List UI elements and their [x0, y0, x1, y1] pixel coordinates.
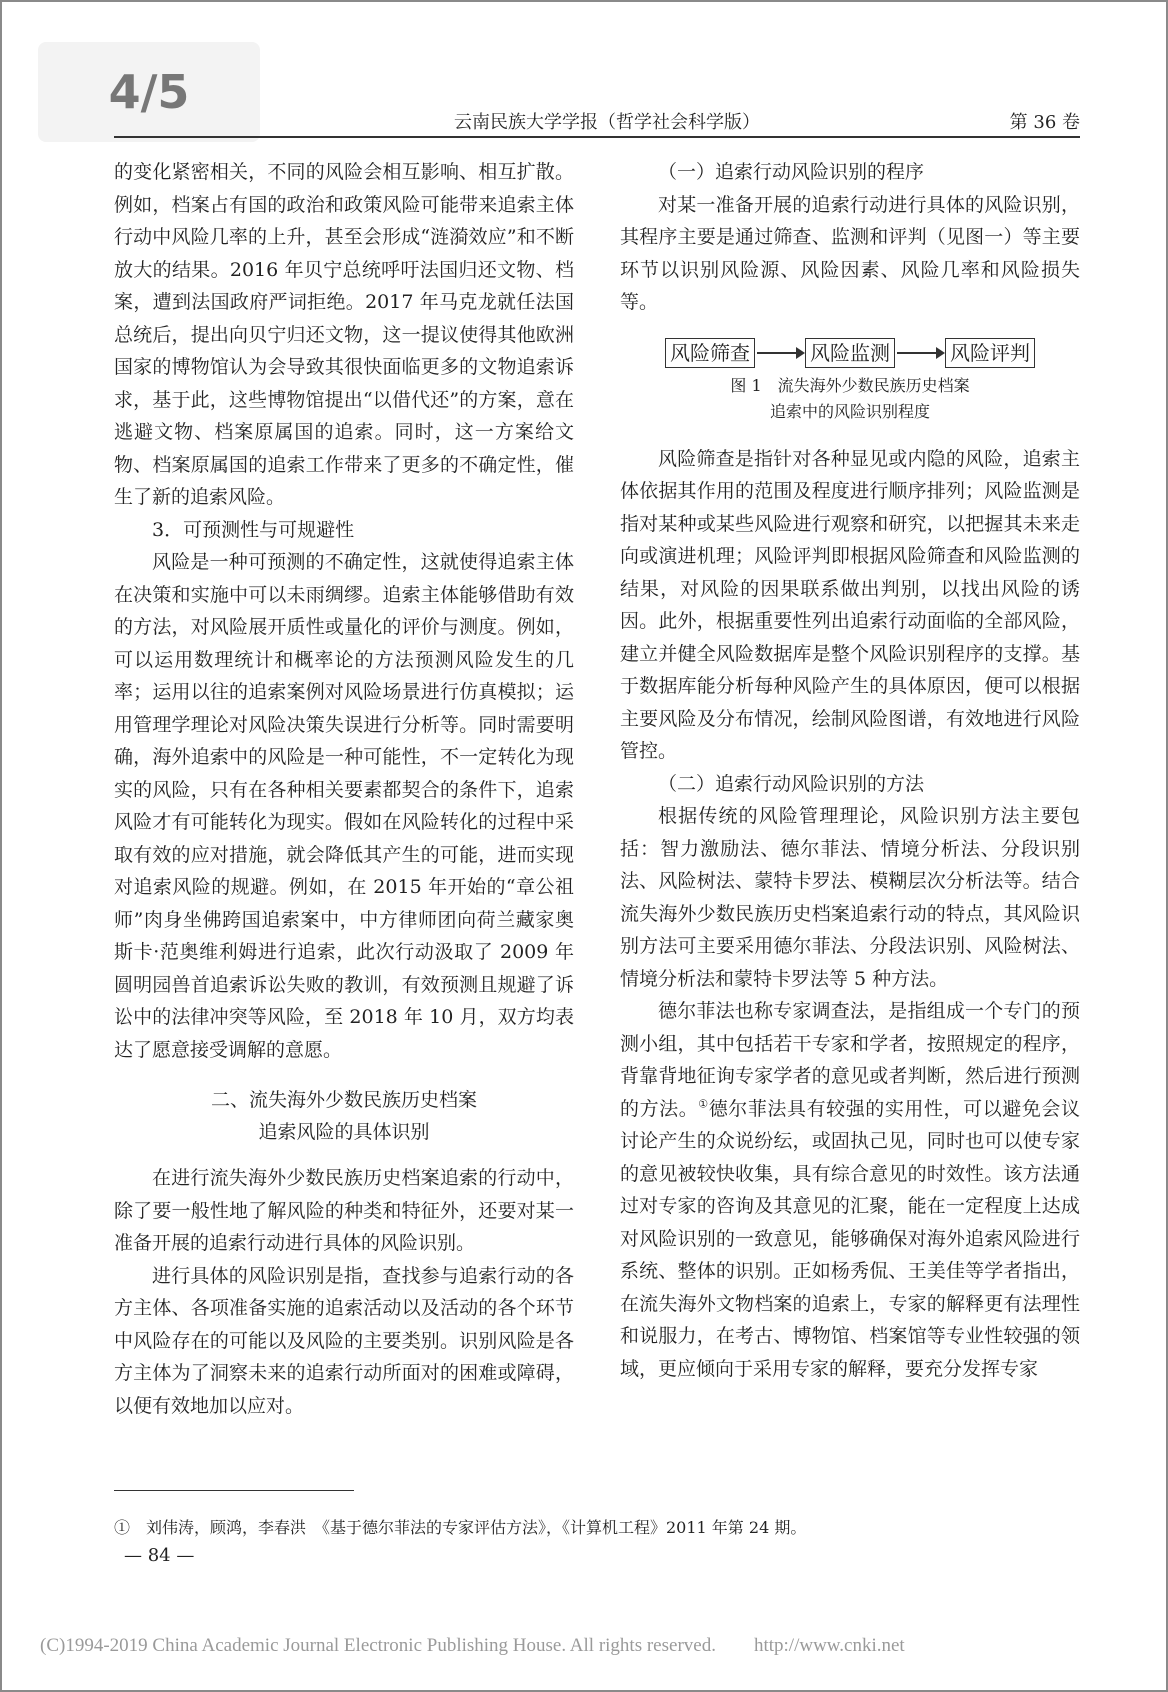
subheading: 3．可预测性与可规避性: [152, 518, 355, 541]
paragraph: 的变化紧密相关，不同的风险会相互影响、相互扩散。例如，档案占有国的政治和政策风险可能带来追索主体行动中风险几率的上升，甚至会形成“涟漪效应”和不断放大的结果。2016 年贝宁总统呼吁法国归还文物、档案，遭到法国政府严词拒绝。2017 年马克龙就任法国总统后，提出向贝宁归还文物，这一提议使得其他欧洲国家的博物馆认为会导致其很快面临更多的文物追索诉求，基于此，这些博物馆提出“以借代还”的方案，意在逃避文物、档案原属国的追索。同时，这一方案给文物、档案原属国的追索工作带来了更多的不确定性，催生了新的追索风险。: [114, 161, 574, 508]
subheading: （一）追索行动风险识别的程序: [658, 161, 925, 183]
footnote: ① 刘伟涛，顾鸿，李春洪 《基于德尔菲法的专家评估方法》，《计算机工程》2011 年第 24 期。: [114, 1518, 807, 1537]
arrow-right-icon: [897, 352, 943, 354]
running-header: [114, 100, 1080, 138]
paragraph: [620, 995, 1080, 1385]
paragraph: 风险是一种可预测的不确定性，这就使得追索主体在决策和实施中可以未雨绸缪。追索主体能够借助有效的方法，对风险展开质性或量化的评价与测度。例如，可以运用数理统计和概率论的方法预测风险发生的几率；运用以往的追索案例对风险场景进行仿真模拟；运用管理学理论对风险决策失误进行分析等。同时需要明确，海外追索中的风险是一种可能性，不一定转化为现实的风险，只有在各种相关要素都契合的条件下，追索风险才有可能转化为现实。假如在风险转化的过程中采取有效的应对措施，就会降低其产生的可能，进而实现对追索风险的规避。例如，在 2015 年开始的“章公祖师”肉身坐佛跨国追索案中，中方律师团向荷兰藏家奥斯卡·范奥维利姆进行追索，此次行动汲取了 2009 年圆明园兽首追索诉讼失败的教训，有效预测且规避了诉讼中的法律冲突等风险，至 2018 年 10 月，双方均表达了愿意接受调解的意愿。: [114, 551, 574, 1061]
subheading: （二）追索行动风险识别的方法: [658, 772, 925, 795]
right-column: [620, 156, 1080, 1385]
page-counter-badge: 4/5: [38, 42, 260, 142]
flow-step-monitoring: 风险监测: [805, 338, 895, 368]
paragraph: 进行具体的风险识别是指，查找参与追索行动的各方主体、各项准备实施的追索活动以及活动的各个环节中风险存在的可能以及风险的主要类别。识别风险是各方主体为了洞察未来的追索行动所面对的困难或障碍，以便有效地加以应对。: [114, 1264, 574, 1417]
flow-step-evaluation: 风险评判: [945, 338, 1035, 368]
flow-step-screening: 风险筛查: [665, 338, 755, 368]
paragraph: 对某一准备开展的追索行动进行具体的风险识别，其程序主要是通过筛查、监测和评判（见图一）等主要环节以识别风险源、风险因素、风险几率和风险损失等。: [620, 193, 1080, 313]
figure-caption: [620, 373, 1080, 425]
paragraph-text: 德尔菲法具有较强的实用性，可以避免会议讨论产生的众说纷纭，或固执己见，同时也可以使专家的意见被较快收集，具有综合意见的时效性。该方法通过对专家的咨询及其意见的汇聚，能在一定程度上达成对风险识别的一致意见，能够确保对海外追索风险进行系统、整体的识别。正如杨秀侃、王美佳等学者指出，在流失海外文物档案的追索上，专家的解释更有法理性和说服力，在考古、博物馆、档案馆等专业性较强的领域，更应倾向于采用专家的解释，要充分发挥专家: [620, 1097, 1080, 1380]
page-number: — 84 —: [124, 1545, 195, 1566]
paragraph-text: 德尔菲法也称专家调查法，是指组成一个专门的预测小组，其中包括若干专家和学者，按照规定的程序，背靠背地征询专家学者的意见或者判断，然后进行预测的方法。: [620, 1000, 1080, 1120]
footnote-divider: [114, 1490, 354, 1491]
risk-flow-diagram: [620, 337, 1080, 369]
paragraph: 风险筛查是指针对各种显见或内隐的风险，追索主体依据其作用的范围及程度进行顺序排列；风险监测是指对某种或某些风险进行观察和研究，以把握其未来走向或演进机理；风险评判即根据风险筛查和风险监测的结果，对风险的因果联系做出判别，以找出风险的诱因。此外，根据重要性列出追索行动面临的全部风险，建立并健全风险数据库是整个风险识别程序的支撑。基于数据库能分析每种风险产生的具体原因，便可以根据主要风险及分布情况，绘制风险图谱，有效地进行风险管控。: [620, 447, 1080, 762]
section-title-line: 追索风险的具体识别: [258, 1121, 430, 1143]
caption-line: 图 1 流失海外少数民族历史档案: [730, 375, 970, 395]
arrow-right-icon: [757, 352, 803, 354]
paragraph: 在进行流失海外少数民族历史档案追索的行动中，除了要一般性地了解风险的种类和特征外，还要对某一准备开展的追索行动进行具体的风险识别。: [114, 1167, 574, 1254]
left-column: [114, 156, 574, 1422]
section-title-line: 二、流失海外少数民族历史档案: [210, 1089, 477, 1111]
volume-label: 第 36 卷: [1009, 112, 1080, 133]
section-title: [114, 1084, 574, 1148]
journal-title: 云南民族大学学报（哲学社会科学版）: [454, 112, 760, 133]
paragraph: 根据传统的风险管理理论，风险识别方法主要包括：智力激励法、德尔菲法、情境分析法、分段识别法、风险树法、蒙特卡罗法、模糊层次分析法等。结合流失海外少数民族历史档案追索行动的特点，其风险识别方法可主要采用德尔菲法、分段法识别、风险树法、情境分析法和蒙特卡罗法等 5 种方法。: [620, 805, 1080, 990]
footnote-ref[interactable]: ①: [698, 1097, 709, 1111]
caption-line: 追索中的风险识别程度: [769, 401, 930, 421]
copyright-notice: (C)1994-2019 China Academic Journal Electronic Publishing House. All rights reserved. http://www.cnki.net: [40, 1635, 905, 1656]
